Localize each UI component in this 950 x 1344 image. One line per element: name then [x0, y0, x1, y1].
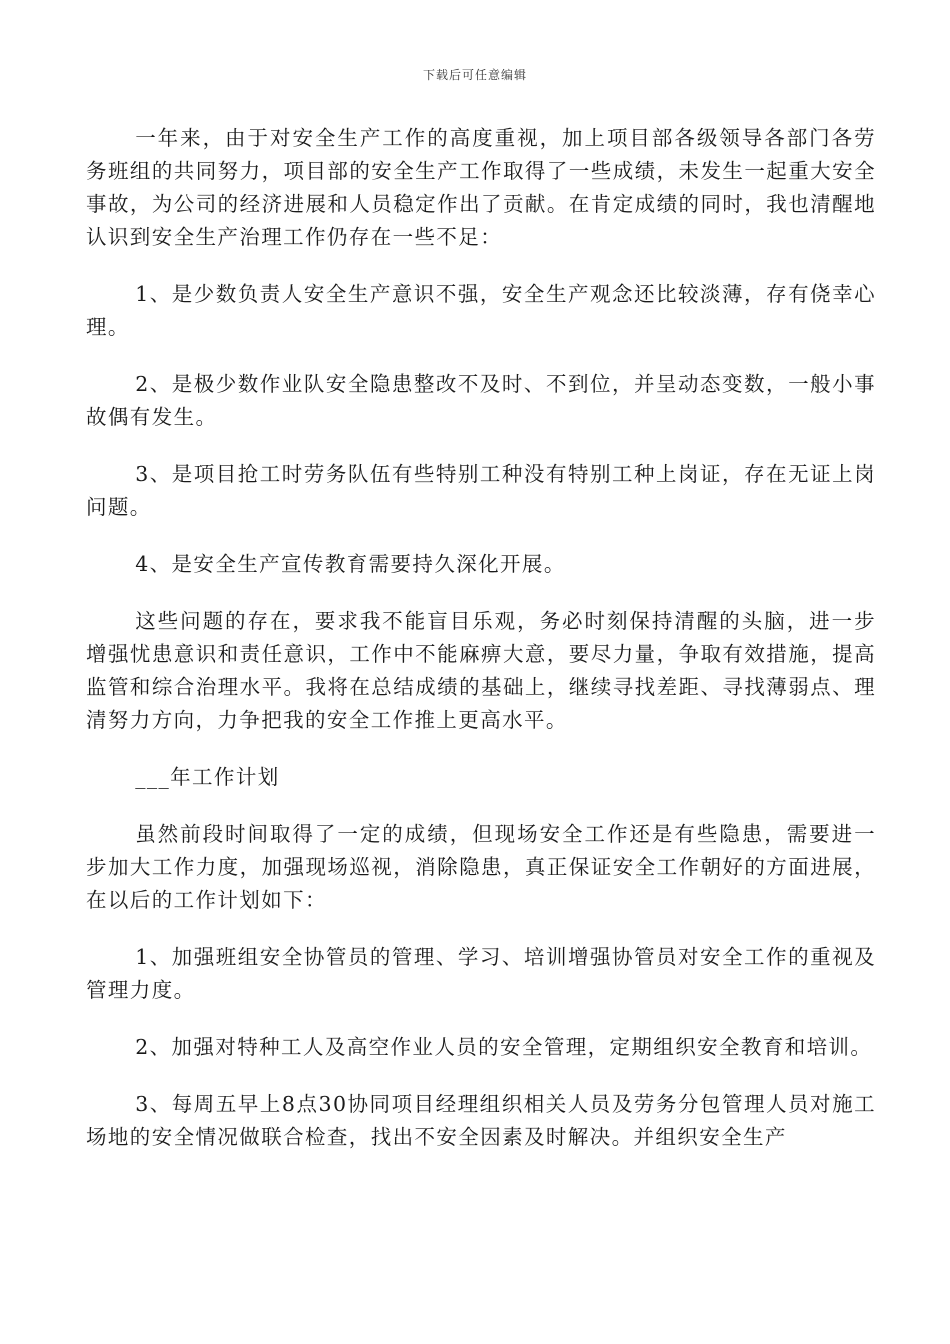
document-body	[86, 122, 876, 1178]
paragraph-plan-1: 1、加强班组安全协管员的管理、学习、培训增强协管员对安全工作的重视及管理力度。	[86, 945, 876, 1002]
paragraph-plan-2: 2、加强对特种工人及高空作业人员的安全管理，定期组织安全教育和培训。	[135, 1035, 873, 1059]
paragraph-issue-1: 1、是少数负责人安全生产意识不强，安全生产观念还比较淡薄，存有侥幸心理。	[86, 282, 876, 339]
page-header: 下载后可任意编辑	[422, 68, 527, 82]
paragraph-plan-intro: 虽然前段时间取得了一定的成绩，但现场安全工作还是有些隐患，需要进一步加大工作力度，加强现场巡视，消除隐患，真正保证安全工作朝好的方面进展，在以后的工作计划如下：	[86, 822, 876, 912]
paragraph-issue-2: 2、是极少数作业队安全隐患整改不及时、不到位，并呈动态变数，一般小事故偶有发生。	[86, 372, 876, 429]
paragraph-reflection: 这些问题的存在，要求我不能盲目乐观，务必时刻保持清醒的头脑，进一步增强忧患意识和责任意识，工作中不能麻痹大意，要尽力量，争取有效措施，提高监管和综合治理水平。我将在总结成绩的基础上，继续寻找差距、寻找薄弱点、理清努力方向，力争把我的安全工作推上更高水平。	[86, 609, 876, 732]
paragraph-issue-4: 4、是安全生产宣传教育需要持久深化开展。	[135, 552, 566, 576]
paragraph-plan-3: 3、每周五早上8点30协同项目经理组织相关人员及劳务分包管理人员对施工场地的安全情况做联合检查，找出不安全因素及时解决。并组织安全生产	[86, 1092, 876, 1149]
section-heading-plan: ___年工作计划	[135, 765, 280, 789]
paragraph-intro: 一年来，由于对安全生产工作的高度重视，加上项目部各级领导各部门各劳务班组的共同努力，项目部的安全生产工作取得了一些成绩，未发生一起重大安全事故，为公司的经济进展和人员稳定作出了贡献。在肯定成绩的同时，我也清醒地认识到安全生产治理工作仍存在一些不足：	[86, 126, 876, 249]
paragraph-issue-3: 3、是项目抢工时劳务队伍有些特别工种没有特别工种上岗证，存在无证上岗问题。	[86, 462, 876, 519]
